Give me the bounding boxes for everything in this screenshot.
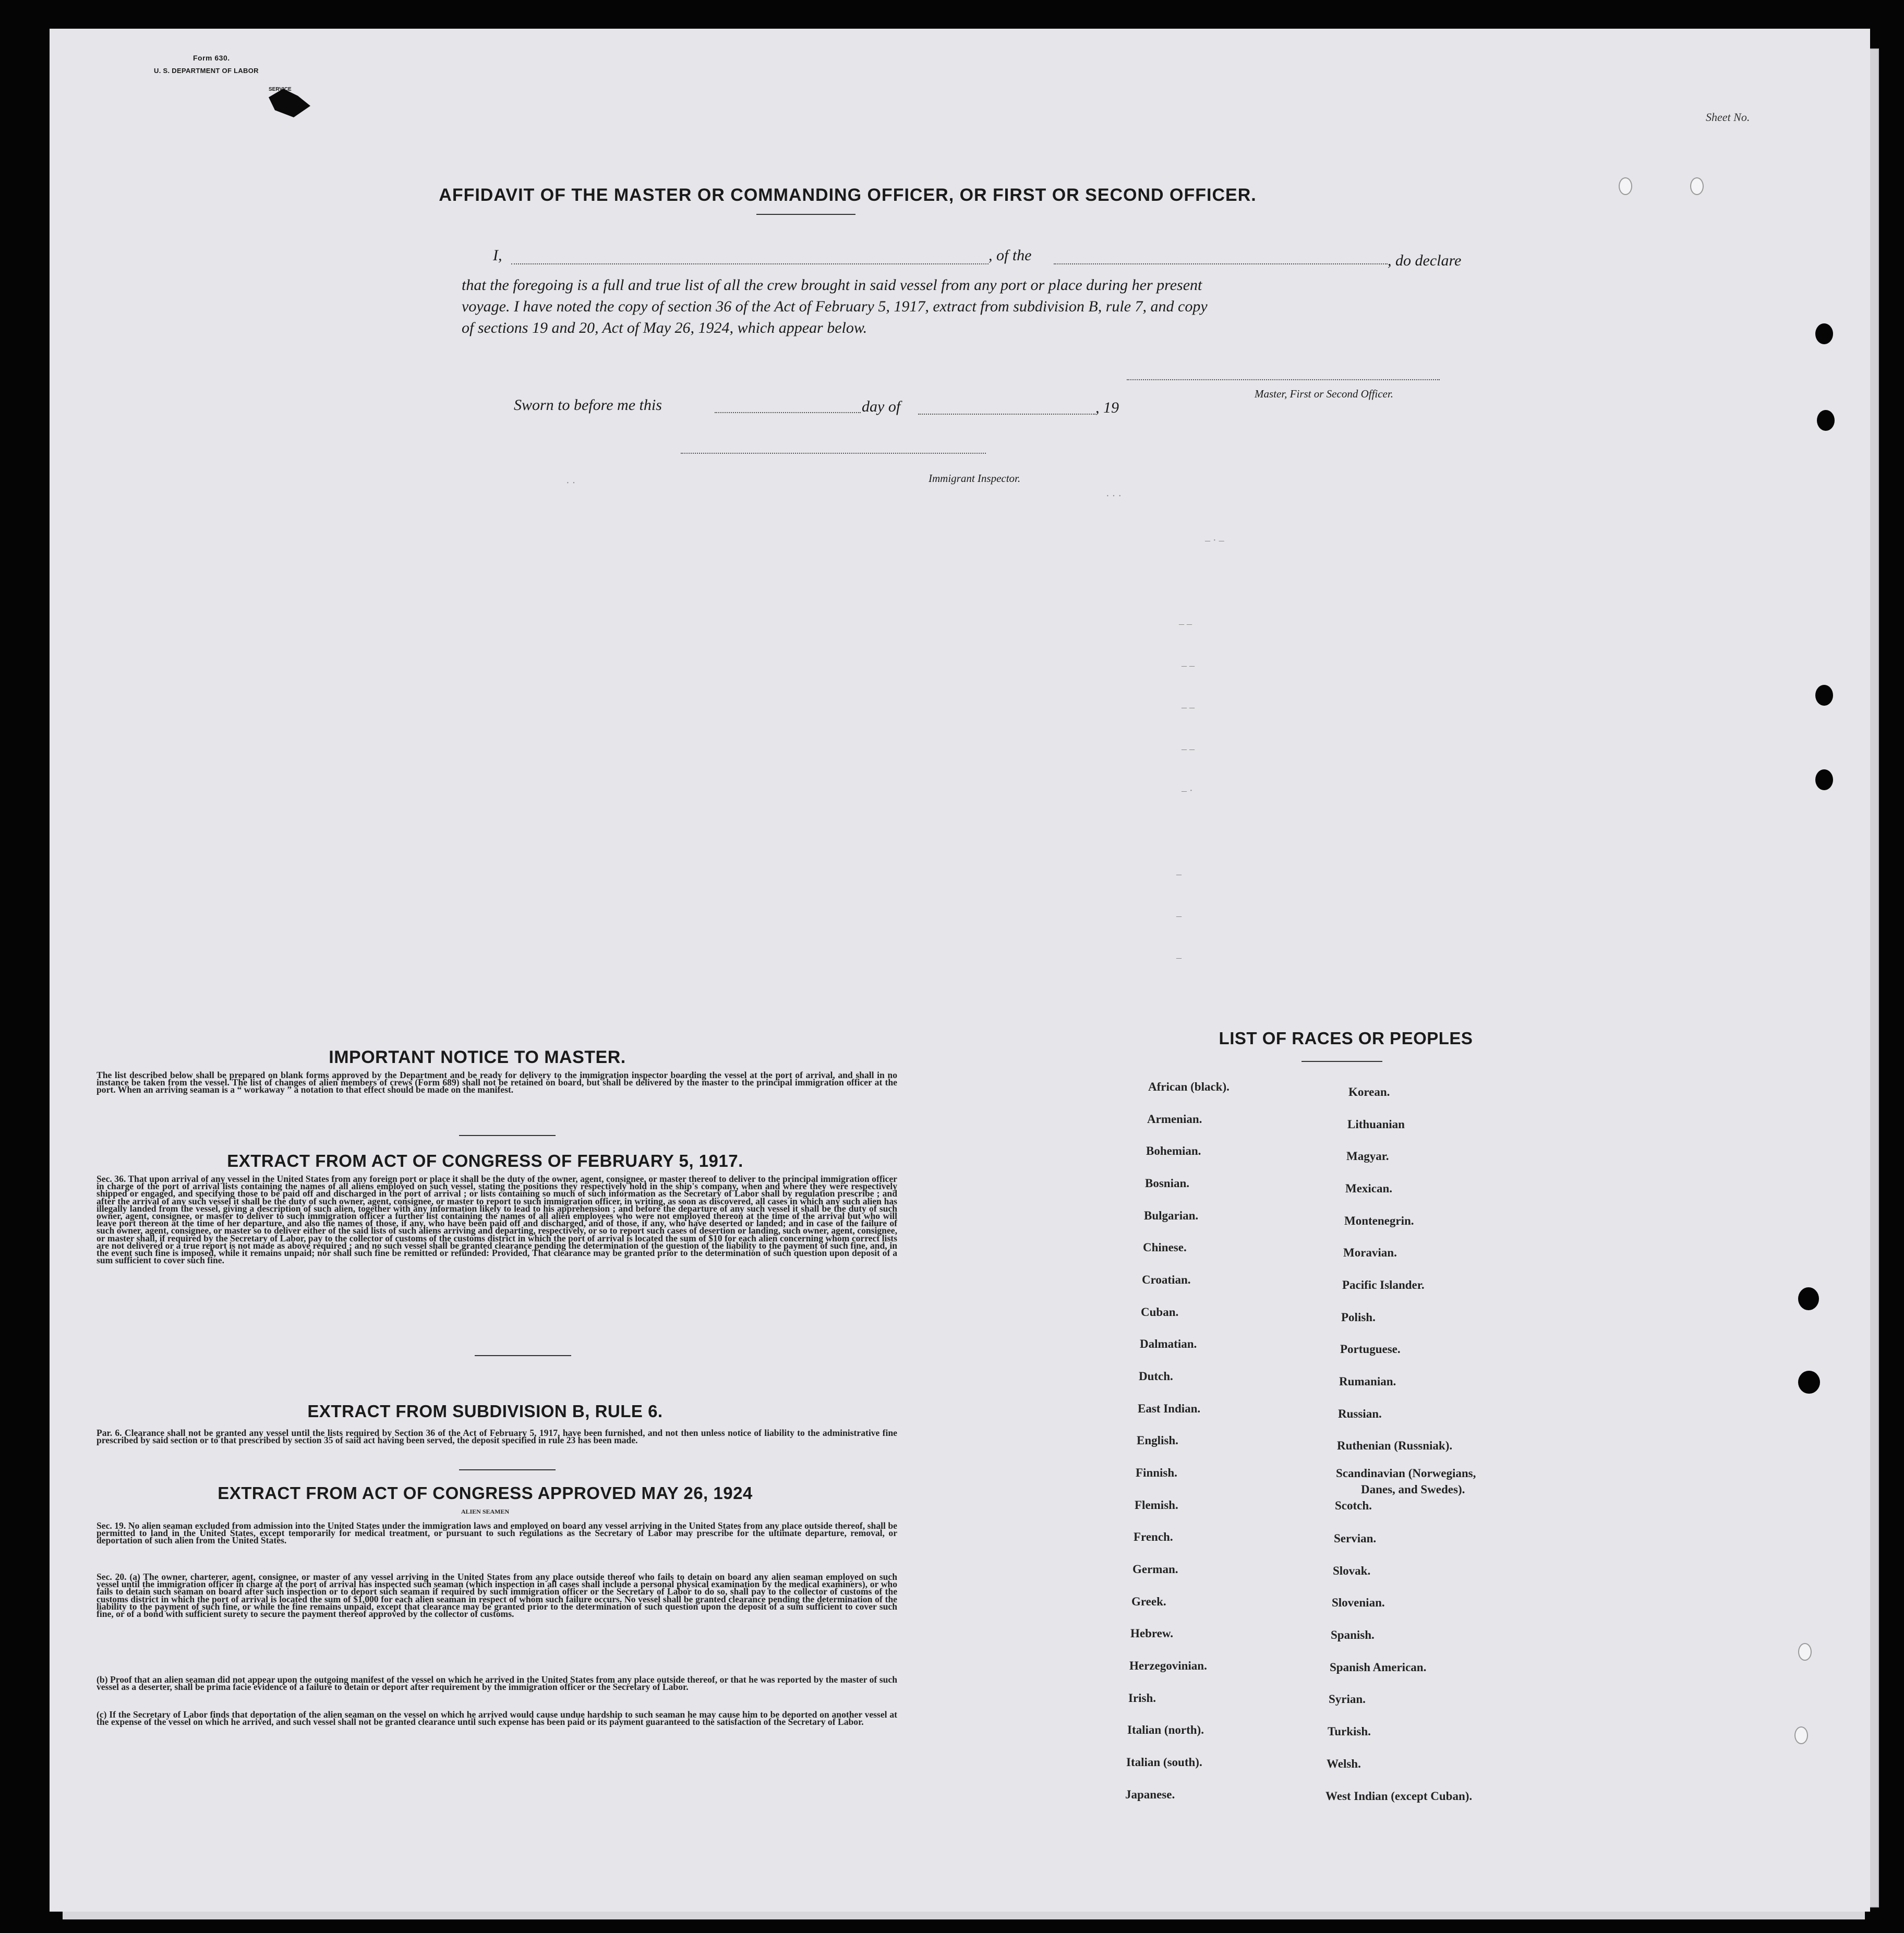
form-number: Form 630. (193, 54, 230, 62)
race-item: Montenegrin. (1344, 1214, 1414, 1227)
race-item: Croatian. (1142, 1273, 1191, 1286)
stray-mark: – (1176, 910, 1182, 922)
inspector-signature-line (681, 453, 986, 454)
extract-1924-sec20a: Sec. 20. (a) The owner, charterer, agent, consignee, or master of any vessel arriving in the United States from any place outside thereof who fails to detain on board any alien seaman employed on such vessel until the immigration officer in charge at the port of arrival has inspected such seaman (which inspection in all cases shall include a personal physical examination by the medical examiners), or who fails to detain such seaman on board after such inspection or to deport such seaman if required by such immigration officer or the Secretary of Labor to do so, shall pay to the collector of customs of the customs district in which the port of arrival is located the sum of $1,000 for each alien seaman in respect of whom such failure occurs. No vessel shall be granted clearance pending the determination of the liability to the payment of such fine, or while the fine remains unpaid, except that clearance may be granted prior to the determination of such question upon the deposit of a sum sufficient to cover such fine, or of a bond with sufficient surety to secure the payment thereof approved by the collector of customs. (97, 1572, 897, 1620)
stray-mark: – · – (1205, 535, 1224, 546)
race-item: Finnish. (1136, 1466, 1177, 1479)
punch-hole (1798, 1287, 1819, 1310)
affidavit-line-2: that the foregoing is a full and true list of all the crew brought in said vessel from any port or place during her present (462, 276, 1202, 294)
affidavit-declare: , do declare (1388, 252, 1462, 269)
extract-1924-sec20b: (b) Proof that an alien seaman did not appear upon the outgoing manifest of the vessel on which he arrived in the United States from any place outside thereof, or that he was reported by the master of such vessel as a deserter, shall be prima facie evidence of a failure to detain or deport after requirement by the immigration officer or the Secretary of Labor. (97, 1674, 897, 1693)
extract-1924-subtitle: ALIEN SEAMEN (461, 1508, 510, 1515)
punch-hole (1817, 410, 1835, 431)
stray-mark: – (1176, 868, 1182, 880)
race-item: Lithuanian (1347, 1118, 1405, 1131)
races-rule (1302, 1061, 1382, 1062)
race-item: Polish. (1341, 1311, 1376, 1324)
sworn-prefix: Sworn to before me this (514, 396, 662, 414)
race-item: East Indian. (1138, 1402, 1201, 1415)
race-item: Japanese. (1125, 1788, 1175, 1801)
stray-mark: – – (1179, 618, 1192, 630)
race-item: Greek. (1131, 1595, 1166, 1608)
affidavit-line-3: voyage. I have noted the copy of section 36 of the Act of February 5, 1917, extract from subdivision B, rule 7, and copy (462, 298, 1208, 315)
race-item: Rumanian. (1339, 1375, 1396, 1388)
race-item: Turkish. (1328, 1725, 1371, 1738)
affidavit-title: AFFIDAVIT OF THE MASTER OR COMMANDING OFFICER, OR FIRST OR SECOND OFFICER. (439, 185, 1257, 205)
master-signature-line (1127, 379, 1440, 380)
race-item: Portuguese. (1340, 1343, 1401, 1356)
affidavit-of-the: , of the (989, 247, 1032, 264)
punch-hole-outline (1619, 177, 1632, 195)
race-item: Slovenian. (1332, 1596, 1385, 1609)
race-item: Irish. (1128, 1692, 1156, 1705)
sworn-day-blank (715, 412, 861, 413)
races-title: LIST OF RACES OR PEOPLES (1219, 1029, 1473, 1048)
department-name: U. S. DEPARTMENT OF LABOR (154, 67, 259, 75)
punch-hole (1798, 1371, 1820, 1394)
race-item: Mexican. (1345, 1182, 1393, 1195)
extract-1924-title: EXTRACT FROM ACT OF CONGRESS APPROVED MAY 26, 1924 (218, 1483, 753, 1503)
race-item: Syrian. (1329, 1693, 1366, 1706)
race-item: Armenian. (1147, 1113, 1202, 1126)
stray-mark: – · (1182, 785, 1193, 796)
race-item: English. (1137, 1434, 1178, 1447)
race-item: Scandinavian (Norwegians, (1336, 1467, 1476, 1480)
race-item: Flemish. (1135, 1499, 1178, 1512)
punch-hole (1815, 323, 1833, 344)
race-item: Welsh. (1327, 1757, 1361, 1770)
race-item: Slovak. (1333, 1564, 1371, 1577)
race-item: Scotch. (1335, 1499, 1372, 1512)
race-item: Magyar. (1346, 1150, 1389, 1163)
stray-mark: – – (1182, 660, 1195, 671)
punch-hole-outline (1794, 1726, 1808, 1744)
race-item: Dutch. (1139, 1370, 1173, 1383)
extract-1924-sec19: Sec. 19. No alien seaman excluded from admission into the United States under the immigration laws and employed on board any vessel arriving in the United States from any place outside thereof, shall be permitted to land in the United States, except temporarily for medical treatment, or pursuant to such regulations as the Secretary of Labor may prescribe for the ultimate departure, removal, or deportation of such alien from the United States. (97, 1520, 897, 1546)
race-item: Servian. (1334, 1532, 1377, 1545)
stray-mark: · · (566, 477, 576, 489)
race-item: German. (1132, 1563, 1178, 1576)
race-item: Russian. (1338, 1407, 1382, 1420)
race-item: Hebrew. (1130, 1627, 1173, 1640)
race-item: Spanish. (1331, 1628, 1375, 1641)
punch-hole-outline (1690, 177, 1704, 195)
race-item: Korean. (1348, 1085, 1390, 1098)
race-item: Danes, and Swedes). (1361, 1483, 1465, 1496)
punch-hole-outline (1798, 1643, 1812, 1661)
race-item: Italian (north). (1127, 1723, 1204, 1736)
notice-title: IMPORTANT NOTICE TO MASTER. (329, 1047, 626, 1067)
affidavit-i: I, (493, 247, 502, 264)
race-item: Herzegovinian. (1129, 1659, 1207, 1672)
extract-rule6-title: EXTRACT FROM SUBDIVISION B, RULE 6. (307, 1402, 663, 1421)
sworn-year: , 19 (1095, 399, 1119, 416)
punch-hole (1815, 769, 1833, 790)
sheet-number-label: Sheet No. (1706, 111, 1750, 124)
race-item: West Indian (except Cuban). (1325, 1790, 1473, 1803)
punch-hole (1815, 685, 1833, 706)
race-item: French. (1134, 1530, 1173, 1543)
stray-mark: – – (1182, 743, 1195, 755)
stray-mark: – – (1182, 702, 1195, 713)
race-item: Bosnian. (1145, 1177, 1190, 1190)
stray-mark: – (1176, 952, 1182, 963)
stray-mark: · · · (1106, 490, 1122, 502)
title-rule (756, 214, 855, 215)
race-item: Cuban. (1141, 1306, 1179, 1319)
extract-1917-body: Sec. 36. That upon arrival of any vessel in the United States from any foreign port or place it shall be the duty of the owner, agent, consignee, or master thereof to deliver to the principal immigration officer in charge of the port of arrival lists containing the names of all aliens employed on such vessel, stating the positions they respectively hold in the ship's company, when and where they were respectively shipped or engaged, and specifying those to be paid off and discharged in the port of arrival ; or lists containing so much of such information as the Secretary of Labor shall by regulation prescribe ; and after the arrival of any such vessel it shall be the duty of such owner, agent, consignee, or master to report to such immigration officer, in writing, as soon as discovered, all cases in which any such alien has illegally landed from the vessel, giving a description of such alien, together with any information likely to lead to his apprehension ; and before the departure of any such vessel it shall be the duty of such owner, agent, consignee, or master to deliver to such immigration officer a further list containing the names of all alien employees who were not employed thereon at the time of the arrival but who will leave port thereon at the time of her departure, and also the names of those, if any, who have been paid off and discharged, and of those, if any, who have deserted or landed; and in case of the failure of such owner, agent, consignee, or master so to deliver either of the said lists of such aliens arriving and departing, respectively, or so to report such cases of desertion or landing, such owner, agent, consignee, or master shall, if required by the Secretary of Labor, pay to the collector of customs of the customs district in which the port of arrival is located the sum of $10 for each alien concerning whom correct lists are not delivered or a true report is not made as above required ; and no such vessel shall be granted clearance pending the determination of the question of the liability to the payment of such fine, and, in the event such fine is imposed, while it remains unpaid; nor shall such fine be remitted or refunded: Provided, That clearance may be granted prior to the determination of such question upon deposit of a sum sufficient to cover such fine. (97, 1174, 897, 1266)
inspector-signature-label: Immigrant Inspector. (929, 472, 1021, 485)
section-rule (475, 1355, 571, 1356)
extract-1917-title: EXTRACT FROM ACT OF CONGRESS OF FEBRUARY 5, 1917. (227, 1151, 743, 1170)
name-blank (511, 263, 989, 264)
section-rule (459, 1469, 556, 1470)
section-rule (459, 1135, 556, 1136)
race-item: Italian (south). (1126, 1756, 1202, 1769)
race-item: Spanish American. (1330, 1661, 1427, 1674)
race-item: Dalmatian. (1140, 1337, 1197, 1350)
race-item: Moravian. (1343, 1246, 1397, 1259)
sworn-day-of: day of (862, 398, 901, 415)
race-item: Ruthenian (Russniak). (1337, 1439, 1453, 1452)
vessel-blank (1054, 263, 1388, 264)
extract-rule6-body: Par. 6. Clearance shall not be granted any vessel until the lists required by Section 36 of the Act of February 5, 1917, have been furnished, and not then unless notice of liability to the administrative fine prescribed by said section or to that prescribed by section 35 of said act having been served, the deposit specified in rule 23 has been made. (97, 1428, 897, 1446)
race-item: Bohemian. (1146, 1144, 1201, 1157)
extract-1924-sec20c: (c) If the Secretary of Labor finds that deportation of the alien seaman on the vessel on which he arrived would cause undue hardship to such seaman he may cause him to be deported on another vessel at the expense of the vessel on which he arrived, and such vessel shall not be granted clearance until such expense has been paid or its payment guaranteed to the satisfaction of the Secretary of Labor. (97, 1709, 897, 1727)
master-signature-label: Master, First or Second Officer. (1255, 388, 1393, 400)
notice-body: The list described below shall be prepared on blank forms approved by the Department and be ready for delivery to the immigration inspector boarding the vessel at the port of arrival, and shall in no instance be taken from the vessel. The list of changes of alien members of crews (Form 689) shall not be retained on board, but shall be delivered by the master to the principal immigration officer at the port. When an arriving seaman is a “ workaway ” a notation to that effect should be made on the manifest. (97, 1070, 897, 1095)
race-item: Pacific Islander. (1342, 1278, 1425, 1291)
race-item: Chinese. (1143, 1241, 1187, 1254)
service-name: SERVICE (269, 87, 292, 92)
race-item: African (black). (1148, 1080, 1230, 1093)
affidavit-line-4: of sections 19 and 20, Act of May 26, 1924, which appear below. (462, 319, 867, 336)
sworn-month-blank (918, 414, 1095, 415)
race-item: Bulgarian. (1144, 1209, 1199, 1222)
